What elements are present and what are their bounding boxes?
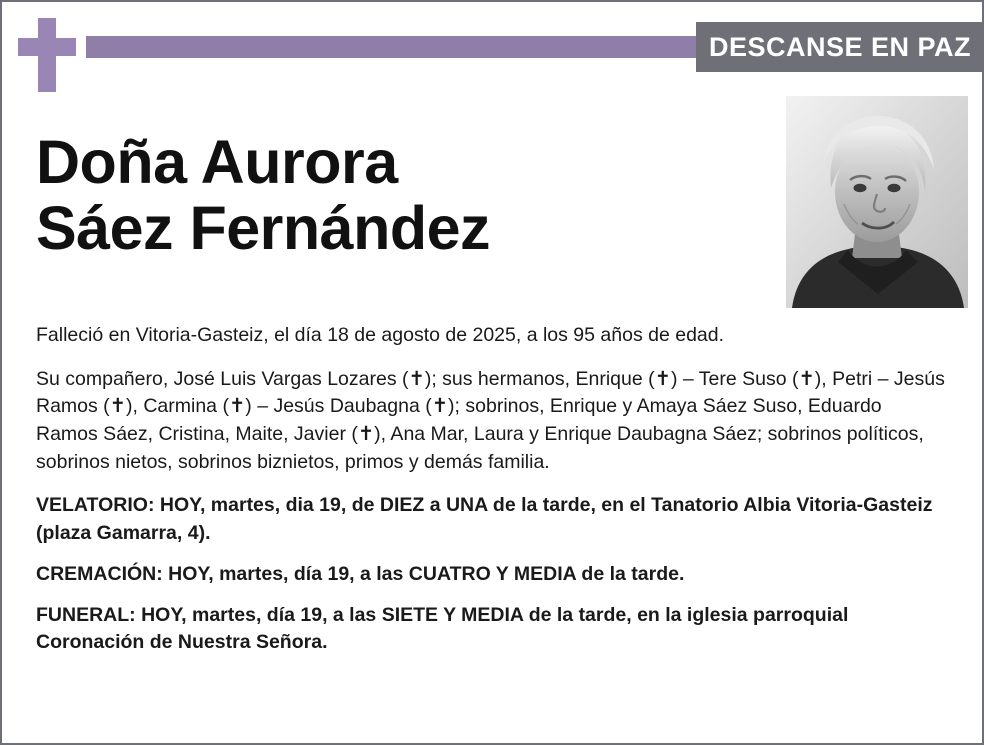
header-ribbon-bar — [86, 36, 696, 58]
rest-in-peace-band — [696, 22, 984, 72]
deceased-name — [36, 130, 776, 262]
rest-in-peace-label: DESCANSE EN PAZ — [708, 31, 972, 62]
funeral-line: FUNERAL: HOY, martes, día 19, a las SIETE Y MEDIA de la tarde, en la iglesia parroquial Coronación de Nuestra Señora. — [36, 603, 849, 654]
cross-icon — [18, 18, 76, 92]
velatorio-line: VELATORIO: HOY, martes, dia 19, de DIEZ a UNA de la tarde, en el Tanatorio Albia Vitoria-Gasteiz (plaza Gamarra, 4). — [36, 494, 933, 545]
cremacion-line: CREMACIÓN: HOY, martes, día 19, a las CUATRO Y MEDIA de la tarde. — [36, 562, 685, 585]
portrait-photo — [786, 96, 968, 308]
death-line: Falleció en Vitoria-Gasteiz, el día 18 de agosto de 2025, a los 95 años de edad. — [36, 324, 725, 346]
deceased-name-line-2: Sáez Fernández — [36, 193, 491, 262]
family-line: Su compañero, José Luis Vargas Lozares (✝); sus hermanos, Enrique (✝) – Tere Suso (✝), Petri – Jesús Ramos (✝), Carmina (✝) – Jesús Daubagna (✝); sobrinos, Enrique y Amaya Sáez Suso, Eduardo Ramos Sáez, Cristina, Maite, Javier (✝), Ana Mar, Laura y Enrique Daubagna Sáez; sobrinos políticos, sobrinos nietos, sobrinos biznietos, primos y demás familia. — [36, 367, 945, 473]
notice-body — [36, 322, 946, 670]
cross-horizontal-bar — [18, 38, 76, 56]
deceased-name-line-1: Doña Aurora — [36, 128, 398, 196]
notice-header — [0, 0, 984, 96]
